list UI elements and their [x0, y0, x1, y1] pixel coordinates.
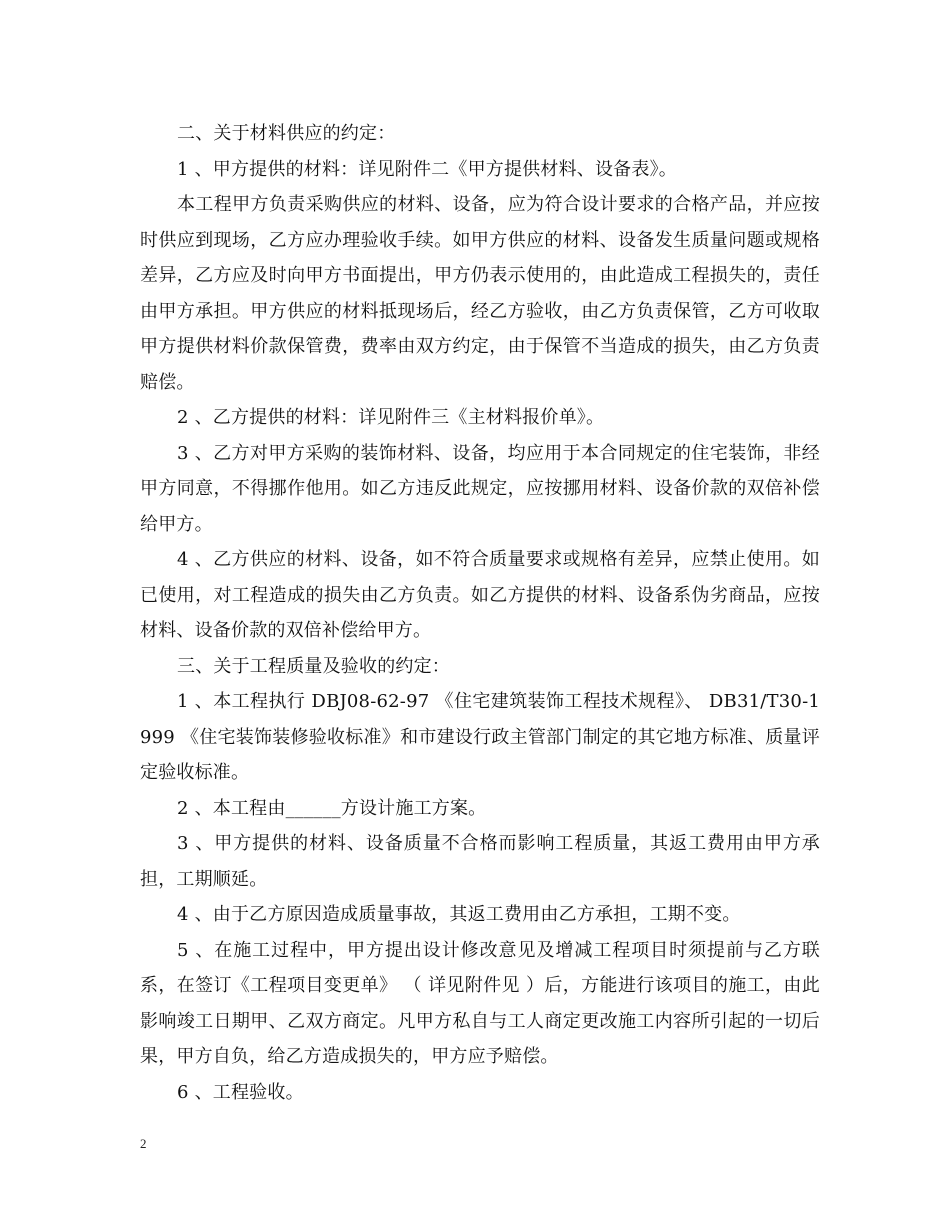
clause-paragraph: 6 、工程验收。 [177, 1081, 304, 1103]
section-heading-materials: 二、关于材料供应的约定： [177, 123, 396, 144]
clause-paragraph: 1 、本工程执行 DBJ08-62-97 《住宅建筑装饰工程技术规程》、 DB31/T30-1999 《住宅装饰装修验收标准》和市建设行政主管部门制定的其它地方标准、质量评定验收标准。 [140, 691, 820, 783]
section-heading-quality: 三、关于工程质量及验收的约定： [177, 655, 450, 677]
clause-paragraph: 本工程甲方负责采购供应的材料、设备，应为符合设计要求的合格产品，并应按时供应到现场，乙方应办理验收手续。如甲方供应的材料、设备发生质量问题或规格差异，乙方应及时向甲方书面提出，甲方仍表示使用的，由此造成工程损失的，责任由甲方承担。甲方供应的材料抵现场后，经乙方验收，由乙方负责保管，乙方可收取甲方提供材料价款保管费，费率由双方约定，由于保管不当造成的损失，由乙方负责赔偿。 [140, 194, 820, 393]
clause-paragraph: 4 、乙方供应的材料、设备，如不符合质量要求或规格有差异，应禁止使用。如已使用，对工程造成的损失由乙方负责。如乙方提供的材料、设备系伪劣商品，应按材料、设备价款的双倍补偿给甲方。 [140, 549, 820, 641]
clause-paragraph: 2 、本工程由______方设计施工方案。 [177, 797, 487, 819]
clause-paragraph: 2 、乙方提供的材料：详见附件三《主材料报价单》。 [177, 407, 605, 428]
clause-paragraph: 3 、甲方提供的材料、设备质量不合格而影响工程质量，其返工费用由甲方承担，工期顺延。 [140, 833, 820, 890]
clause-paragraph: 3 、乙方对甲方采购的装饰材料、设备，均应用于本合同规定的住宅装饰，非经甲方同意，不得挪作他用。如乙方违反此规定，应按挪用材料、设备价款的双倍补偿给甲方。 [140, 442, 820, 535]
clause-paragraph: 1 、甲方提供的材料：详见附件二《甲方提供材料、设备表》。 [177, 158, 677, 180]
clause-paragraph: 4 、由于乙方原因造成质量事故，其返工费用由乙方承担，工期不变。 [177, 904, 741, 925]
document-body [140, 116, 820, 1110]
clause-paragraph: 5 、在施工过程中，甲方提出设计修改意见及增减工程项目时须提前与乙方联系，在签订《工程项目变更单》 （ 详见附件见 ）后，方能进行该项目的施工，由此影响竣工日期甲、乙双方商定。凡甲方私自与工人商定更改施工内容所引起的一切后果，甲方自负，给乙方造成损失的，甲方应予赔偿。 [140, 939, 820, 1067]
page-number: 2 [140, 1136, 147, 1151]
